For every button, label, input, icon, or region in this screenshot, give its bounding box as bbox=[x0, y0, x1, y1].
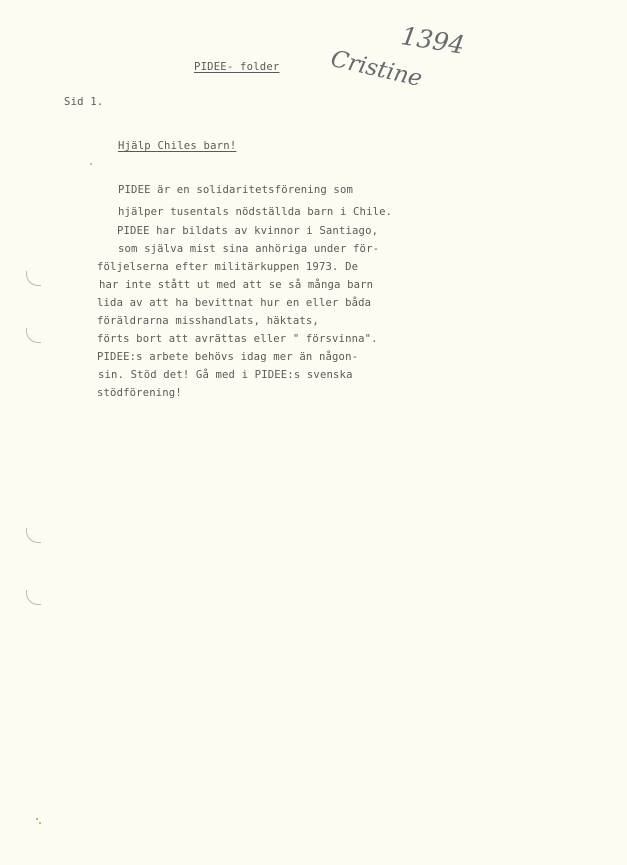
body-line: sin. Stöd det! Gå med i PIDEE:s svenska bbox=[98, 369, 353, 381]
paper-speck bbox=[39, 822, 41, 824]
body-line: har inte stått ut med att se så många barn bbox=[99, 279, 374, 291]
body-line: hjälper tusentals nödställda barn i Chile. bbox=[118, 206, 393, 218]
body-line: PIDEE är en solidaritetsförening som bbox=[118, 184, 354, 196]
page-reference: Sid 1. bbox=[64, 96, 104, 108]
body-line: förts bort att avrättas eller " försvinna". bbox=[97, 333, 378, 345]
body-line: föräldrarna misshandlats, häktats, bbox=[97, 315, 319, 327]
body-line: PIDEE:s arbete behövs idag mer än någon- bbox=[97, 351, 359, 363]
body-line: PIDEE har bildats av kvinnor i Santiago, bbox=[117, 225, 379, 237]
document-heading: Hjälp Chiles barn! bbox=[118, 140, 237, 152]
body-line: som själva mist sina anhöriga under för- bbox=[118, 243, 380, 255]
document-header-title: PIDEE- folder bbox=[194, 61, 280, 73]
paper-speck bbox=[36, 818, 38, 820]
punch-hole-mark bbox=[26, 528, 41, 543]
punch-hole-mark bbox=[26, 271, 41, 286]
punch-hole-mark bbox=[26, 590, 41, 605]
paper-speck bbox=[90, 163, 92, 165]
body-line: lida av att ha bevittnat hur en eller båda bbox=[97, 297, 372, 309]
body-line: stödförening! bbox=[97, 387, 182, 399]
body-line: följelserna efter militärkuppen 1973. De bbox=[97, 261, 359, 273]
handwritten-archive-number: 1394 bbox=[399, 21, 467, 60]
handwritten-name: Cristine bbox=[328, 45, 425, 93]
punch-hole-mark bbox=[26, 328, 41, 343]
